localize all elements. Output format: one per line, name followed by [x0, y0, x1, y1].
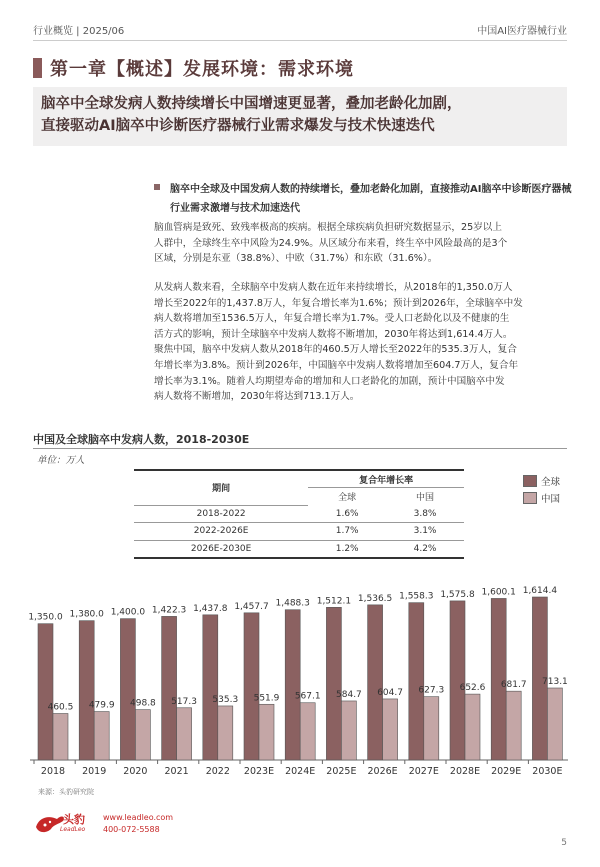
paragraph-line: 年增长率为3.8%。预计到2026年，中国脑卒中发病人数将增加至604.7万人，复合年 [154, 359, 519, 371]
header-divider [33, 40, 567, 41]
data-label-china: 652.6 [459, 683, 486, 694]
source-note: 来源：头豹研究院 [38, 788, 94, 796]
bar-china [53, 714, 68, 760]
bar-global [79, 621, 94, 760]
cagr-period: 2022-2026E [134, 523, 308, 541]
data-label-global: 1,457.7 [234, 601, 269, 612]
cagr-col-china: 中国 [416, 493, 435, 503]
lead-line-1: 脑卒中全球发病人数持续增长中国增速更显著，叠加老龄化加剧， [41, 96, 462, 112]
bar-global [38, 624, 53, 760]
cagr-china: 4.2% [413, 543, 437, 554]
bar-china [547, 688, 562, 760]
data-label-global: 1,575.8 [440, 589, 475, 600]
data-label-global: 1,350.0 [28, 612, 63, 623]
paragraph-line: 增长率为3.1%。随着人均期望寿命的增加和人口老龄化的加剧，预计中国脑卒中发 [154, 375, 505, 387]
cagr-period: 2026E-2030E [190, 543, 252, 554]
lead-line-2: 直接驱动AI脑卒中诊断医疗器械行业需求爆发与技术快速迭代 [41, 118, 435, 134]
bar-china [300, 703, 315, 760]
chapter-marker [33, 58, 42, 78]
legend-swatch-global [523, 475, 537, 487]
cagr-col-global: 全球 [338, 493, 357, 503]
bar-china [383, 699, 398, 760]
bar-global [409, 603, 424, 760]
x-tick-label: 2029E [491, 766, 522, 777]
data-label-china: 551.9 [253, 693, 280, 704]
data-label-china: 681.7 [500, 680, 527, 691]
header-report-label: 行业概览 | 2025/06 [33, 26, 125, 37]
paragraph-line: 从发病人数来看，全球脑卒中发病人数在近年来持续增长，从2018年的1,350.0万人 [154, 282, 513, 293]
table-row [134, 505, 464, 523]
bar-global [450, 601, 465, 760]
cagr-global: 1.6% [308, 505, 386, 523]
cagr-group-header: 复合年增长率 [308, 470, 464, 488]
contact-info [103, 812, 173, 836]
x-tick-label: 2021 [164, 766, 189, 777]
data-label-global: 1,536.5 [357, 593, 393, 604]
data-label-china: 460.5 [47, 702, 74, 713]
paragraph-line: 聚焦中国，脑卒中发病人数从2018年的460.5万人增长至2022年的535.3万人，复合 [154, 344, 517, 356]
data-label-global: 1,558.3 [399, 591, 434, 602]
data-label-china: 567.1 [294, 691, 321, 702]
cagr-china: 3.8% [386, 505, 464, 523]
paragraph-line: 脑血管病是致死、致残率极高的疾病。根据全球疾病负担研究数据显示，25岁以上 [154, 222, 502, 233]
data-label-global: 1,380.0 [69, 609, 104, 620]
chart-title: 中国及全球脑卒中发病人数，2018-2030E [33, 433, 250, 446]
logo-text: 头豹 [63, 813, 85, 826]
x-tick-label: 2020 [123, 766, 148, 777]
section-title: 脑卒中全球及中国发病人数的持续增长，叠加老龄化加剧，直接推动AI脑卒中诊断医疗器械行业需求激增与技术加速迭代 [170, 184, 572, 214]
paragraph-1 [154, 220, 574, 267]
data-label-global: 1,437.8 [193, 603, 228, 614]
table-row [134, 523, 464, 541]
bar-global [285, 610, 300, 760]
x-tick-label: 2023E [243, 766, 275, 777]
bar-global [368, 605, 383, 760]
bar-china [424, 697, 439, 760]
x-tick-label: 2019 [82, 766, 107, 777]
cagr-table [134, 469, 464, 559]
bar-global [120, 619, 135, 760]
logo-subtext: LeadLeo [60, 826, 86, 833]
legend-item-china [523, 491, 560, 505]
data-label-china: 627.3 [418, 685, 445, 696]
legend-swatch-china [523, 492, 537, 504]
cagr-global: 1.2% [335, 543, 359, 554]
x-tick-label: 2030E [532, 766, 563, 777]
x-tick-label: 2026E [367, 766, 398, 777]
lead-summary-box [33, 87, 567, 146]
x-tick-label: 2028E [449, 766, 481, 777]
paragraph-line: 病人数将增加至1536.5万人，年复合增长率为1.7%。受人口老龄化以及不健康的生 [154, 313, 510, 325]
data-label-global: 1,488.3 [275, 598, 310, 609]
bar-china [259, 704, 274, 760]
bar-global [326, 607, 341, 760]
data-label-global: 1,614.4 [522, 586, 558, 596]
x-tick-label: 2024E [285, 766, 316, 777]
bar-china [465, 694, 480, 760]
paragraph-line: 人群中，全球终生卒中风险为24.9%。从区域分布来看，终生卒中风险最高的是3个 [154, 237, 508, 249]
bar-china [506, 691, 521, 760]
chapter-title: 第一章【概述】发展环境：需求环境 [50, 59, 354, 80]
data-label-china: 584.7 [336, 689, 362, 700]
phone-number: 400-072-5588 [103, 825, 160, 834]
paragraph-line: 增长至2022年的1,437.8万人，年复合增长率为1.6%；预计到2026年，全球脑卒中发 [154, 297, 523, 309]
cagr-period-header: 期间 [134, 470, 308, 505]
bar-china [341, 701, 356, 760]
cagr-period: 2018-2022 [134, 505, 308, 523]
x-tick-label: 2018 [40, 766, 66, 777]
page-number: 5 [561, 838, 567, 848]
bar-china [135, 710, 150, 760]
data-label-china: 535.3 [212, 694, 239, 705]
paragraph-line: 区域，分别是东亚（38.8%）、中欧（31.7%）和东欧（31.6%）。 [154, 253, 438, 265]
data-label-china: 517.3 [171, 696, 197, 707]
bar-china [177, 708, 192, 760]
bar-china [94, 712, 109, 760]
cagr-global: 1.7% [308, 523, 386, 541]
website-link[interactable]: www.leadleo.com [103, 813, 174, 822]
section-bullet [154, 184, 160, 190]
data-label-global: 1,400.0 [110, 607, 146, 618]
legend-label-global: 全球 [541, 477, 561, 488]
data-label-global: 1,600.1 [481, 587, 516, 598]
data-label-global: 1,422.3 [151, 605, 187, 616]
table-row [134, 540, 464, 558]
x-tick-label: 2027E [408, 766, 439, 777]
x-tick-label: 2022 [205, 766, 230, 777]
paragraph-line: 病人数将不断增加，2030年将达到713.1万人。 [154, 391, 360, 403]
paragraph-line: 活方式的影响，预计全球脑卒中发病人数将不断增加，2030年将达到1,614.4万人。 [154, 328, 513, 340]
chart-title-rule [33, 448, 567, 449]
cagr-china: 3.1% [386, 523, 464, 541]
bar-chart [0, 575, 600, 780]
legend-label-china: 中国 [541, 494, 561, 505]
bar-china [218, 706, 233, 760]
chart-unit-label: 单位：万人 [37, 455, 85, 466]
bar-global [244, 613, 259, 760]
data-label-china: 498.8 [130, 698, 156, 709]
bar-global [162, 616, 177, 760]
bar-global [203, 615, 218, 760]
x-tick-label: 2025E [326, 766, 357, 777]
header-industry-label: 中国AI医疗器械行业 [477, 26, 567, 37]
data-label-china: 604.7 [377, 687, 403, 698]
data-label-china: 479.9 [88, 700, 115, 711]
paragraph-2 [154, 280, 574, 405]
legend-item-global [523, 474, 560, 488]
data-label-china: 713.1 [542, 677, 568, 688]
data-label-global: 1,512.1 [316, 596, 352, 607]
